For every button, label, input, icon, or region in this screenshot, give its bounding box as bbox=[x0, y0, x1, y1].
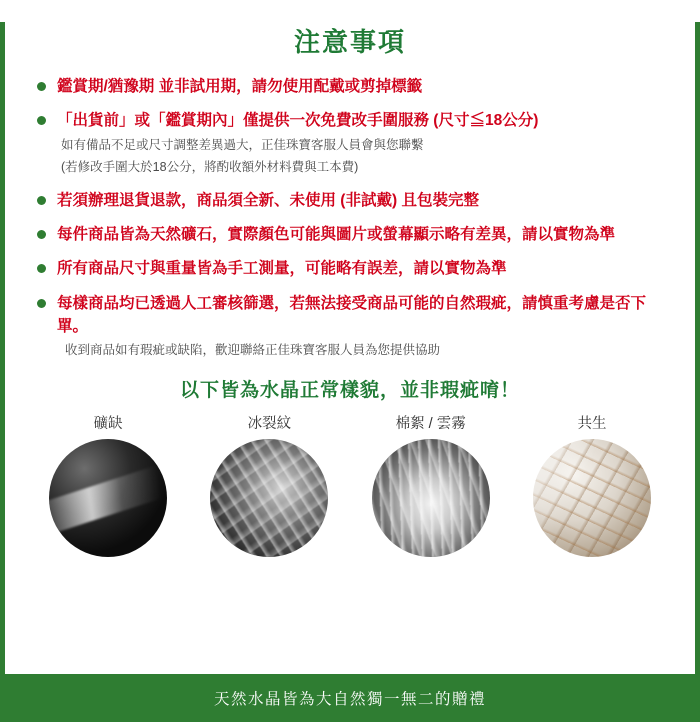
footer-text: 天然水晶皆為大自然獨一無二的贈禮 bbox=[213, 691, 486, 708]
notice-main-text: 每件商品皆為天然礦石，實際顏色可能與圖片或螢幕顯示略有差異，請以實物為準 bbox=[57, 226, 616, 243]
notice-main-text: 所有商品尺寸與重量皆為手工測量，可能略有誤差，請以實物為準 bbox=[57, 260, 507, 278]
list-item bbox=[35, 109, 669, 178]
notice-text bbox=[35, 109, 669, 132]
notice-sub-text: (若修改手圍大於18公分，將酌收額外材料費與工本費) bbox=[61, 160, 359, 175]
list-item bbox=[35, 223, 669, 246]
list-item bbox=[35, 257, 669, 280]
notice-text bbox=[35, 75, 669, 98]
crystal-mineral-gap-photo bbox=[49, 439, 167, 557]
gallery-item-label: 礦缺 bbox=[93, 415, 123, 432]
list-item bbox=[35, 75, 669, 98]
gallery-item bbox=[204, 412, 334, 557]
notice-main-text: 鑑賞期/猶豫期 並非試用期，請勿使用配戴或剪掉標籤 bbox=[57, 78, 423, 95]
notice-main-text: 「出貨前」或「鑑賞期內」僅提供一次免費改手圍服務 (尺寸≦18公分) bbox=[57, 112, 539, 130]
bullet-dot-icon bbox=[37, 82, 46, 91]
gallery-heading: 以下皆為水晶正常樣貌，並非瑕疵唷！ bbox=[179, 379, 520, 401]
notice-list bbox=[5, 75, 695, 361]
footer-banner bbox=[5, 674, 695, 722]
crystal-ice-crack-photo bbox=[210, 439, 328, 557]
notice-text bbox=[35, 257, 669, 280]
notice-main-text: 若須辦理退貨退款，商品須全新、未使用 (非試戴) 且包裝完整 bbox=[57, 191, 479, 209]
notice-main-text: 每樣商品均已透過人工審核篩選，若無法接受商品可能的自然瑕疵，請慎重考慮是否下單。 bbox=[57, 294, 647, 335]
crystal-gallery bbox=[5, 412, 695, 557]
gallery-item bbox=[366, 412, 496, 557]
notice-text bbox=[35, 292, 669, 339]
gallery-item-label: 共生 bbox=[577, 415, 607, 432]
notice-text bbox=[35, 189, 669, 212]
gallery-item bbox=[43, 412, 173, 557]
list-item bbox=[35, 189, 669, 212]
list-item bbox=[35, 292, 669, 361]
gallery-item bbox=[527, 412, 657, 557]
bullet-dot-icon bbox=[37, 230, 46, 239]
gallery-item-label: 棉絮 / 雲霧 bbox=[395, 415, 466, 432]
bullet-dot-icon bbox=[37, 116, 46, 125]
notice-text bbox=[35, 223, 669, 246]
notice-sub-text: 如有備品不足或尺寸調整差異過大，正佳珠寶客服人員會與您聯繫 bbox=[61, 137, 424, 152]
bullet-dot-icon bbox=[37, 264, 46, 273]
page-title: 注意事項 bbox=[293, 27, 406, 57]
crystal-cotton-cloud-photo bbox=[372, 439, 490, 557]
notice-page bbox=[0, 22, 700, 722]
bullet-dot-icon bbox=[37, 299, 46, 308]
notice-sub-text: 收到商品如有瑕疵或缺陷，歡迎聯絡正佳珠寶客服人員為您提供協助 bbox=[65, 343, 441, 357]
gallery-item-label: 冰裂紋 bbox=[247, 415, 292, 432]
crystal-symbiosis-photo bbox=[533, 439, 651, 557]
bullet-dot-icon bbox=[37, 196, 46, 205]
